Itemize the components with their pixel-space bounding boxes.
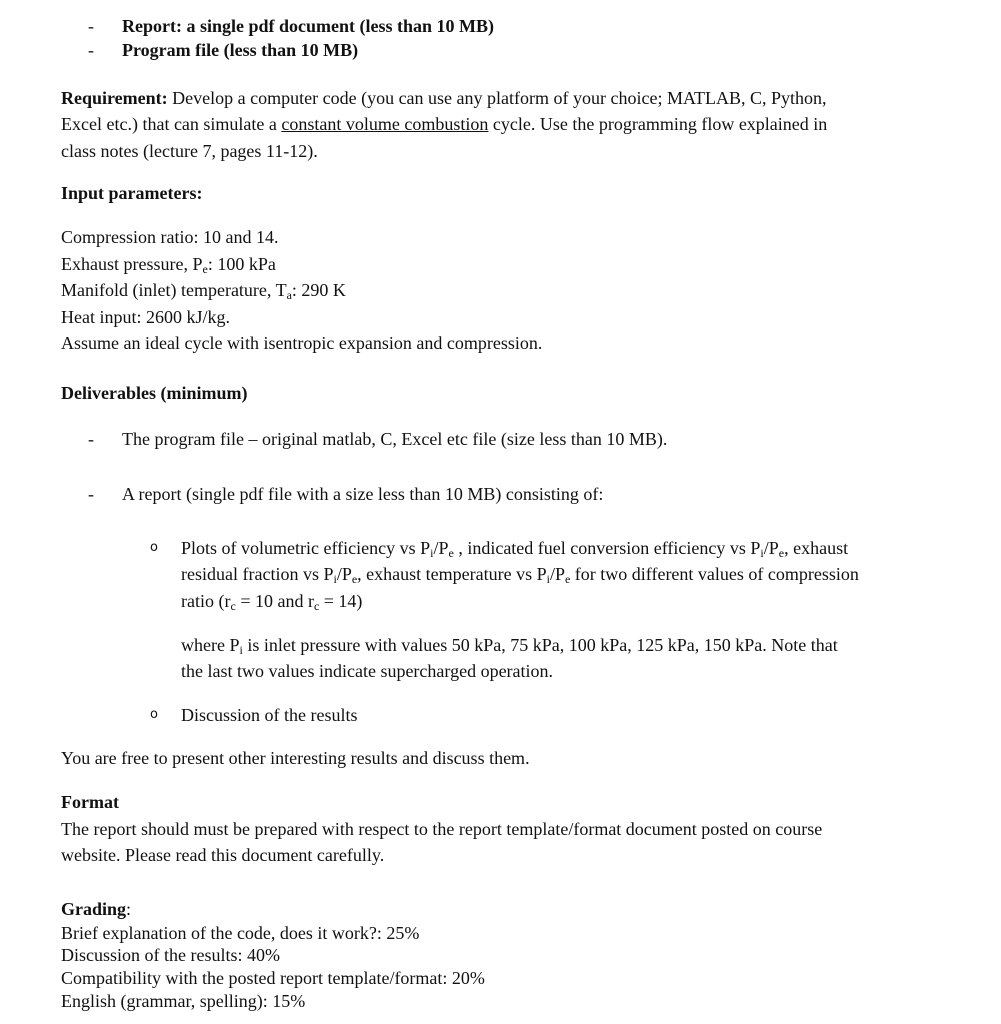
input-exhaust: Exhaust pressure, $P_e$: 100 kPa xyxy=(61,254,276,276)
requirement-line-1: Requirement: Develop a computer code (you can use any platform of your choice; MATLAB, C, Python, xyxy=(61,88,827,108)
plots-line-3: ratio ($r_c = 10$ and $r_c = 14$) xyxy=(181,591,363,613)
list-dash: - xyxy=(88,40,94,60)
grading-item: Compatibility with the posted report template/format: 20% xyxy=(61,968,485,988)
where-line-1: where $P_i$ is inlet pressure with values 50 kPa, 75 kPa, 100 kPa, 125 kPa, 150 kPa. Note that xyxy=(181,635,838,657)
plots-line-2: residual fraction vs $P_i/P_e$, exhaust temperature vs $P_i/P_e$ for two different values of compression xyxy=(181,564,859,586)
discussion-item: Discussion of the results xyxy=(181,705,358,725)
deliverable-program: The program file – original matlab, C, Excel etc file (size less than 10 MB). xyxy=(122,429,668,449)
grading-item: English (grammar, spelling): 15% xyxy=(61,991,306,1011)
list-dash: - xyxy=(88,429,94,449)
free-text: You are free to present other interesting results and discuss them. xyxy=(61,748,530,768)
plots-line-1: Plots of volumetric efficiency vs $P_i/P_e$ , indicated fuel conversion efficiency vs $P_i/P_e$, exhaust xyxy=(181,538,849,560)
circle-bullet: o xyxy=(150,707,158,722)
format-line-1: The report should must be prepared with respect to the report template/format document posted on course xyxy=(61,819,823,839)
list-item-report: Report: a single pdf document (less than 10 MB) xyxy=(122,16,494,36)
grading-item: Brief explanation of the code, does it work?: 25% xyxy=(61,923,420,943)
grading-item: Discussion of the results: 40% xyxy=(61,945,280,965)
input-heading: Input parameters: xyxy=(61,183,203,203)
circle-bullet: o xyxy=(150,540,158,555)
list-dash: - xyxy=(88,484,94,504)
list-dash: - xyxy=(88,16,94,36)
deliverables-heading: Deliverables (minimum) xyxy=(61,383,248,403)
input-assume: Assume an ideal cycle with isentropic expansion and compression. xyxy=(61,333,543,353)
underlined-phrase: constant volume combustion xyxy=(281,114,489,134)
requirement-line-3: class notes (lecture 7, pages 11-12). xyxy=(61,141,318,161)
grading-heading: Grading: xyxy=(61,899,132,919)
format-line-2: website. Please read this document carefully. xyxy=(61,845,385,865)
requirement-label: Requirement: xyxy=(61,88,168,108)
deliverable-report: A report (single pdf file with a size less than 10 MB) consisting of: xyxy=(122,484,604,504)
format-heading: Format xyxy=(61,792,119,812)
input-heat: Heat input: 2600 kJ/kg. xyxy=(61,307,230,327)
list-item-program: Program file (less than 10 MB) xyxy=(122,40,359,60)
input-compression: Compression ratio: 10 and 14. xyxy=(61,227,279,247)
requirement-line-2: Excel etc.) that can simulate a constant volume combustion cycle. Use the programming flow explained in xyxy=(61,114,828,134)
input-manifold: Manifold (inlet) temperature, $T_a$: 290 K xyxy=(61,280,346,302)
where-line-2: the last two values indicate supercharged operation. xyxy=(181,661,554,681)
